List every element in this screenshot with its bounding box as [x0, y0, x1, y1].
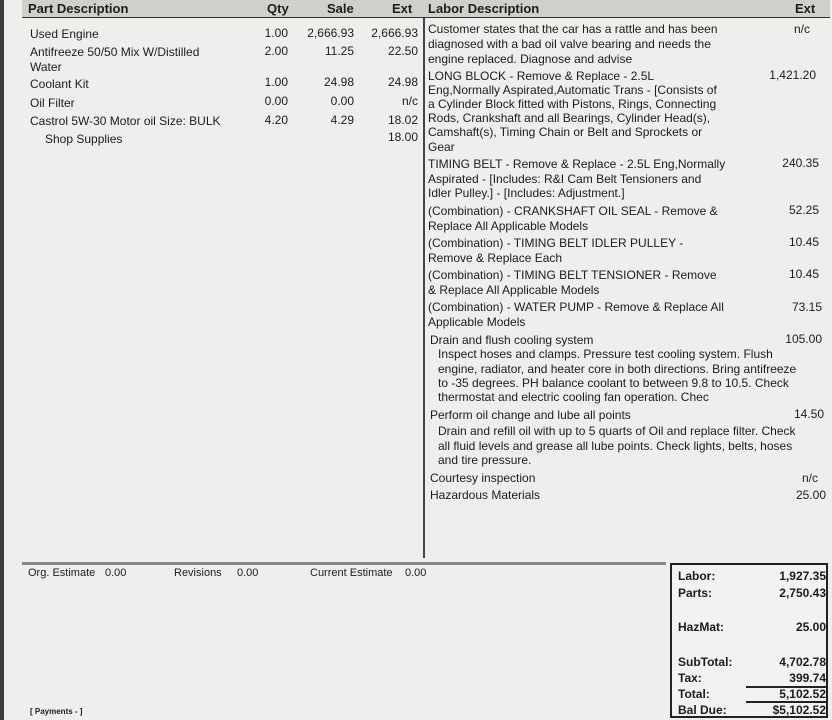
labor-line: Aspirated - [Includes: R&I Cam Belt Tensioners and: [428, 172, 702, 186]
labor-line: Replace All Applicable Models: [428, 219, 589, 233]
labor-ext: 52.25: [788, 203, 819, 217]
labor-ext: 10.45: [788, 235, 819, 249]
hazmat-label: HazMat:: [678, 620, 725, 634]
labor-note-line: and tire pressure.: [438, 453, 532, 467]
labor-line: LONG BLOCK - Remove & Replace - 2.5L: [428, 69, 655, 83]
labor-line: TIMING BELT - Remove & Replace - 2.5L Eng,Normally: [428, 157, 726, 171]
labor-line: Hazardous Materials: [430, 488, 541, 502]
part-ext: 18.00: [387, 130, 418, 144]
labor-note-line: engine, radiator, and heater core in both directions. Bring antifreeze: [438, 362, 797, 376]
labor-line: Perform oil change and lube all points: [430, 408, 631, 422]
labor-note-line: thermostat and electric cooling fan operation. Chec: [438, 390, 709, 404]
labor-note-line: Inspect hoses and clamps. Pressure test cooling system. Flush: [438, 347, 773, 361]
part-ext: 22.50: [387, 44, 418, 58]
header-part-description: Part Description: [28, 1, 129, 16]
labor-note-line: to -35 degrees. PH balance coolant to between 9.8 to 10.5. Check: [438, 376, 789, 390]
labor-line: Idler Pulley.] - [Includes: Adjustment.]: [428, 186, 625, 200]
part-desc-line2: Water: [30, 60, 62, 74]
org-estimate-value: 0.00: [105, 567, 127, 579]
part-qty: 1.00: [264, 75, 288, 89]
part-ext: n/c: [401, 94, 418, 108]
labor-line: Rods, Crankshaft and all Bearings, Cylinder Head(s),: [428, 111, 711, 125]
labor-line: & Replace All Applicable Models: [428, 283, 600, 297]
part-desc: Antifreeze 50/50 Mix W/Distilled: [30, 45, 200, 59]
header-labor-description: Labor Description: [428, 1, 540, 16]
labor-ext: 25.00: [795, 488, 826, 502]
tax-value: 399.74: [789, 671, 826, 685]
labor-line: Remove & Replace Each: [428, 251, 563, 265]
part-sale: 4.29: [330, 113, 354, 127]
labor-ext: n/c: [801, 471, 818, 485]
labor-line: engine replaced. Diagnose and advise: [428, 52, 633, 66]
part-desc: Shop Supplies: [45, 132, 123, 146]
labor-line: Camshaft(s), Timing Chain or Belt and Sprockets or: [428, 125, 703, 139]
column-header-bar: [22, 0, 830, 18]
parts-total-label: Parts:: [678, 586, 713, 600]
labor-line: Customer states that the car has a rattle and has been: [428, 22, 718, 36]
current-estimate-value: 0.00: [405, 567, 427, 579]
column-divider: [423, 18, 425, 558]
total-value: 5,102.52: [779, 687, 826, 701]
hazmat-value: 25.00: [795, 620, 826, 634]
labor-total-value: 1,927.35: [779, 569, 826, 583]
part-desc: Used Engine: [30, 27, 99, 41]
part-desc: Coolant Kit: [30, 77, 89, 91]
header-sale: Sale: [327, 1, 354, 16]
baldue-value: $5,102.52: [772, 703, 826, 717]
labor-note-line: Drain and refill oil with up to 5 quarts of Oil and replace filter. Check: [438, 424, 796, 438]
payments-label: [ Payments - ]: [30, 707, 83, 716]
totals-box: [670, 563, 828, 718]
labor-line: diagnosed with a bad oil valve bearing and needs the: [428, 37, 711, 51]
labor-line: Drain and flush cooling system: [430, 333, 594, 347]
part-qty: 0.00: [264, 94, 288, 108]
page-edge-shadow: [0, 0, 4, 720]
part-desc: Oil Filter: [30, 96, 75, 110]
org-estimate-label: Org. Estimate: [28, 567, 96, 579]
subtotal-value: 4,702.78: [779, 655, 826, 669]
labor-line: (Combination) - TIMING BELT TENSIONER - Remove: [428, 268, 717, 282]
estimate-separator: [22, 562, 666, 565]
parts-total-value: 2,750.43: [779, 586, 826, 600]
labor-ext: 240.35: [782, 156, 819, 170]
part-desc: Castrol 5W-30 Motor oil Size: BULK: [30, 114, 221, 128]
labor-line: (Combination) - CRANKSHAFT OIL SEAL - Remove &: [428, 204, 718, 218]
labor-line: (Combination) - WATER PUMP - Remove & Replace All: [428, 300, 724, 314]
part-sale: 24.98: [323, 75, 354, 89]
labor-ext: 14.50: [793, 407, 824, 421]
part-qty: 1.00: [264, 26, 288, 40]
labor-line: Courtesy inspection: [430, 471, 536, 485]
labor-ext: n/c: [793, 22, 810, 36]
labor-ext: 105.00: [785, 332, 822, 346]
labor-note-line: all fluid levels and grease all lube points. Check lights, belts, hoses: [438, 439, 793, 453]
labor-ext: 1,421.20: [769, 68, 816, 82]
part-qty: 2.00: [264, 44, 288, 58]
part-qty: 4.20: [264, 113, 288, 127]
header-ext: Ext: [392, 1, 413, 16]
labor-line: (Combination) - TIMING BELT IDLER PULLEY -: [428, 236, 684, 250]
revisions-label: Revisions: [174, 567, 222, 579]
labor-line: Applicable Models: [428, 315, 526, 329]
total-label: Total:: [678, 687, 710, 701]
labor-line: Gear: [428, 140, 455, 154]
revisions-value: 0.00: [237, 567, 259, 579]
part-sale: 2,666.93: [307, 26, 354, 40]
part-sale: 11.25: [324, 44, 354, 58]
part-ext: 2,666.93: [371, 26, 418, 40]
part-ext: 18.02: [387, 113, 418, 127]
tax-label: Tax:: [678, 671, 702, 685]
part-sale: 0.00: [330, 94, 354, 108]
subtotal-label: SubTotal:: [678, 655, 733, 669]
header-labor-ext: Ext: [795, 1, 816, 16]
labor-ext: 10.45: [788, 267, 819, 281]
labor-total-label: Labor:: [678, 569, 716, 583]
labor-ext: 73.15: [791, 300, 822, 314]
header-qty: Qty: [267, 1, 289, 16]
part-ext: 24.98: [387, 75, 418, 89]
labor-line: a Cylinder Block fitted with Pistons, Rings, Connecting: [428, 97, 717, 111]
current-estimate-label: Current Estimate: [310, 567, 393, 579]
baldue-label: Bal Due:: [678, 703, 727, 717]
labor-line: Eng,Normally Aspirated,Automatic Trans - [Consists of: [428, 83, 717, 97]
